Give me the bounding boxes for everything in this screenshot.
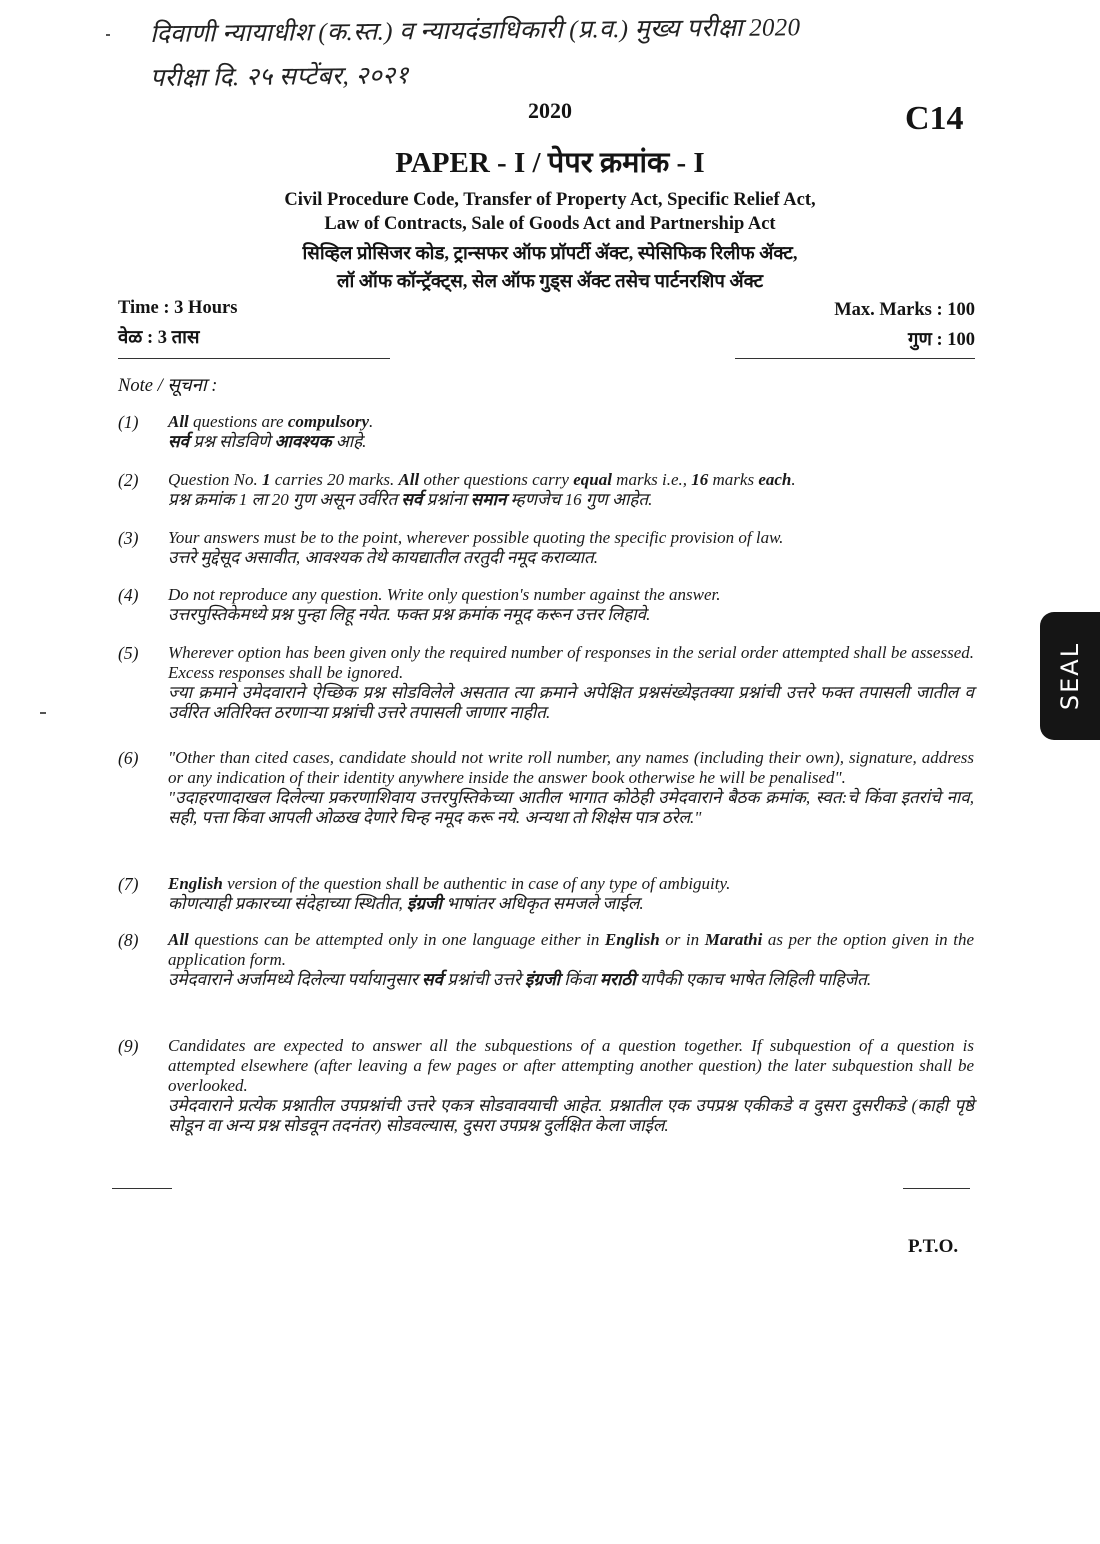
- note-item-6: [168, 748, 974, 828]
- note-number: (2): [118, 470, 139, 490]
- note-number: (6): [118, 748, 139, 768]
- note-heading: Note / सूचना :: [118, 376, 218, 396]
- note-item-4: [168, 585, 974, 625]
- note-text-marathi: सर्व प्रश्न सोडविणे आवश्यक आहे.: [168, 432, 367, 451]
- note-text-english: Candidates are expected to answer all the subquestions of a question together. If subquestion of a question is attempted elsewhere (after leaving a few pages or after attempting another question) the later subquestion shall be overlooked.: [168, 1036, 974, 1095]
- handwritten-note-line-1: दिवाणी न्यायाधीश (क.स्त.) व न्यायदंडाधिकारी (प्र.व.) मुख्य परीक्षा 2020: [149, 14, 801, 48]
- paper-code: C14: [905, 100, 964, 137]
- note-text-marathi: उमेदवाराने अर्जामध्ये दिलेल्या पर्यायानुसार सर्व प्रश्नांची उत्तरे इंग्रजी किंवा मराठी यापैकी एकाच भाषेत लिहिली पाहिजेत.: [168, 970, 872, 989]
- seal-tab: [1040, 612, 1100, 740]
- note-item-5: [168, 643, 974, 723]
- note-text-english: Your answers must be to the point, wherever possible quoting the specific provision of law.: [168, 528, 784, 547]
- note-number: (5): [118, 643, 139, 663]
- note-number: (4): [118, 585, 139, 605]
- handwritten-note-line-2: परीक्षा दि. २५ सप्टेंबर, २०२१: [149, 62, 409, 92]
- pto-label: P.T.O.: [908, 1236, 959, 1257]
- scan-speck: [40, 712, 46, 714]
- divider-bottom-left: [112, 1188, 172, 1189]
- note-number: (8): [118, 930, 139, 950]
- subject-mr-line-1: सिव्हिल प्रोसिजर कोड, ट्रान्सफर ऑफ प्रॉपर्टी ॲक्ट, स्पेसिफिक रिलीफ ॲक्ट,: [302, 244, 798, 264]
- marks-en: Max. Marks : 100: [834, 300, 975, 320]
- divider-bottom-right: [903, 1188, 970, 1189]
- time-en: Time : 3 Hours: [118, 298, 238, 318]
- subject-en-line-2: Law of Contracts, Sale of Goods Act and Partnership Act: [324, 214, 776, 234]
- time-mr: वेळ : 3 तास: [118, 328, 200, 348]
- note-text-english: English version of the question shall be authentic in case of any type of ambiguity.: [168, 874, 731, 893]
- divider-right: [735, 358, 975, 359]
- note-text-marathi: कोणत्याही प्रकारच्या संदेहाच्या स्थितीत, इंग्रजी भाषांतर अधिकृत समजले जाईल.: [168, 894, 644, 913]
- note-text-marathi: ज्या क्रमाने उमेदवाराने ऐच्छिक प्रश्न सोडविलेले असतात त्या क्रमाने अपेक्षित प्रश्नसंख्येइतक्या प्रश्नांची उत्तरे फक्त तपासली जातील व उर्वरित अतिरिक्त ठरणाऱ्या प्रश्नांची उत्तरे तपासली जाणार नाहीत.: [168, 683, 974, 722]
- note-item-9: [168, 1036, 974, 1136]
- note-text-marathi: उत्तरपुस्तिकेमध्ये प्रश्न पुन्हा लिहू नयेत. फक्त प्रश्न क्रमांक नमूद करून उत्तर लिहावे.: [168, 605, 651, 624]
- note-item-8: [168, 930, 974, 990]
- note-item-1: [168, 412, 974, 452]
- scan-speck: [106, 34, 110, 36]
- marks-mr: गुण : 100: [908, 330, 975, 350]
- note-text-english: Do not reproduce any question. Write only question's number against the answer.: [168, 585, 721, 604]
- note-number: (9): [118, 1036, 139, 1056]
- note-number: (1): [118, 412, 139, 432]
- subject-en-line-1: Civil Procedure Code, Transfer of Property Act, Specific Relief Act,: [284, 190, 816, 210]
- note-item-7: [168, 874, 974, 914]
- note-item-3: [168, 528, 974, 568]
- note-text-english: Wherever option has been given only the required number of responses in the serial order attempted shall be assessed. Excess responses shall be ignored.: [168, 643, 974, 682]
- paper-title: PAPER - I / पेपर क्रमांक - I: [395, 147, 705, 179]
- subject-mr-line-2: लॉ ऑफ कॉन्ट्रॅक्ट्स, सेल ऑफ गुड्स ॲक्ट तसेच पार्टनरशिप ॲक्ट: [336, 272, 764, 292]
- note-number: (3): [118, 528, 139, 548]
- note-text-marathi: उमेदवाराने प्रत्येक प्रश्नातील उपप्रश्नांची उत्तरे एकत्र सोडवावयाची आहेत. प्रश्नातील एक उपप्रश्न एकीकडे व दुसरा दुसरीकडे (काही पृष्ठे सोडून वा अन्य प्रश्न सोडवून तदनंतर) सोडवल्यास, दुसरा उपप्रश्न दुर्लक्षित केला जाईल.: [168, 1096, 974, 1135]
- note-text-english: Question No. 1 carries 20 marks. All other questions carry equal marks i.e., 16 marks each.: [168, 470, 796, 489]
- note-text-english: All questions can be attempted only in one language either in English or in Marathi as per the option given in the application form.: [168, 930, 974, 969]
- note-text-marathi: प्रश्न क्रमांक 1 ला 20 गुण असून उर्वरित सर्व प्रश्नांना समान म्हणजेच 16 गुण आहेत.: [168, 490, 653, 509]
- seal-label: SEAL: [1056, 641, 1084, 711]
- note-text-marathi: "उदाहरणादाखल दिलेल्या प्रकरणाशिवाय उत्तरपुस्तिकेच्या आतील भागात कोठेही उमेदवाराने बैठक क्रमांक, स्वत:चे किंवा इतरांचे नाव, सही, पत्ता किंवा आपली ओळख देणारे चिन्ह नमूद करू नये. अन्यथा तो शिक्षेस पात्र ठरेल.": [168, 788, 974, 827]
- note-item-2: [168, 470, 974, 510]
- note-text-marathi: उत्तरे मुद्देसूद असावीत, आवश्यक तेथे कायद्यातील तरतुदी नमूद कराव्यात.: [168, 548, 598, 567]
- exam-year: 2020: [528, 98, 572, 123]
- divider-left: [118, 358, 390, 359]
- note-text-english: "Other than cited cases, candidate should not write roll number, any names (including their own), signature, address or any indication of their identity anywhere inside the answer book otherwise he will be penalised".: [168, 748, 974, 787]
- note-number: (7): [118, 874, 139, 894]
- note-text-english: All questions are compulsory.: [168, 412, 374, 431]
